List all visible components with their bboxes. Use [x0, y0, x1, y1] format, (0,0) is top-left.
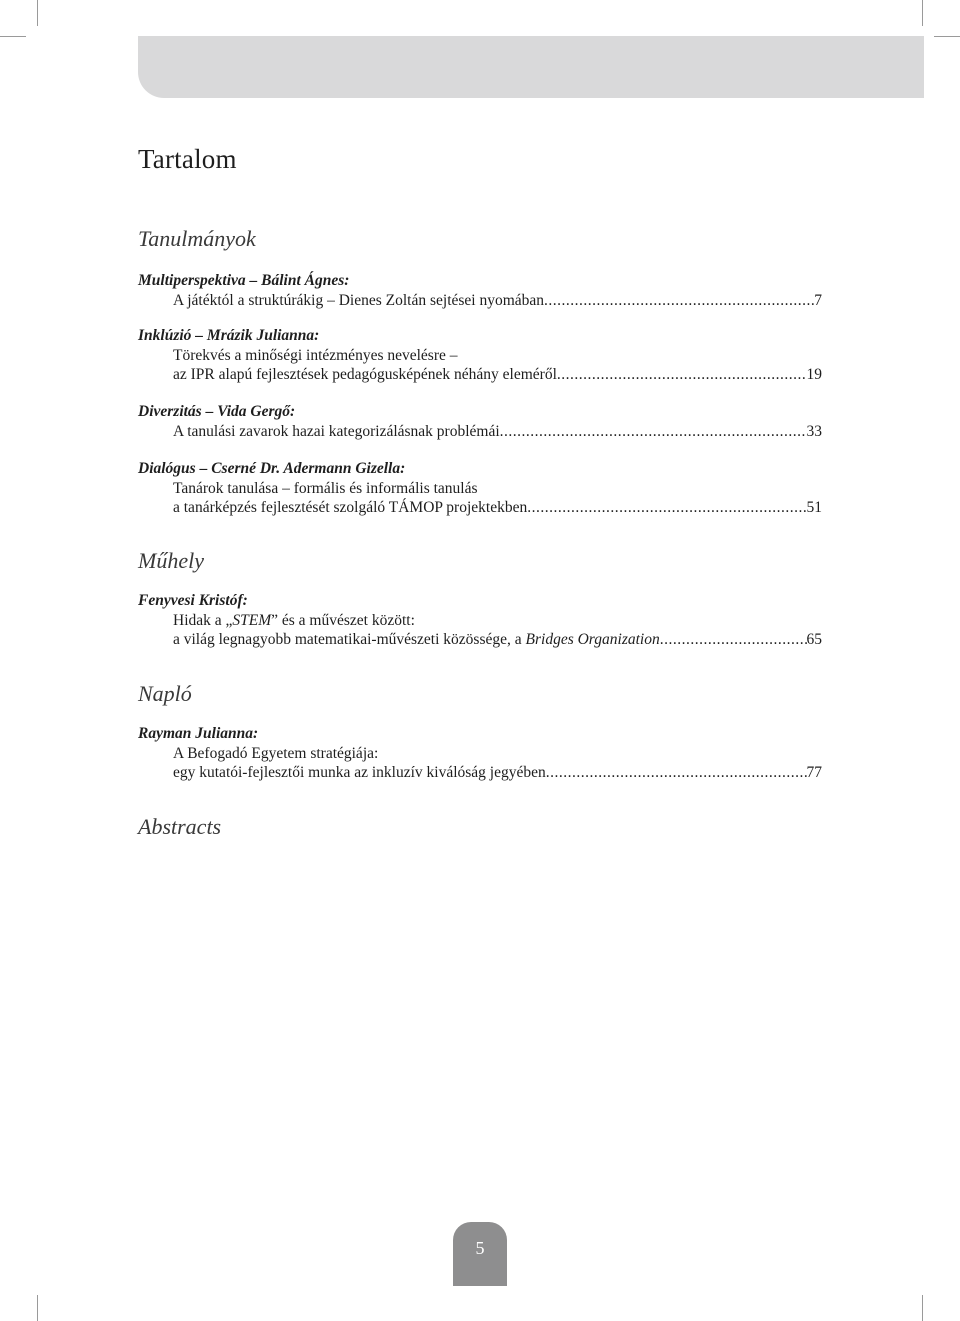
entry-title: a tanárképzés fejlesztését szolgáló TÁMOP projektekben: [173, 499, 528, 516]
entry-title: [173, 630, 660, 650]
entry-title-em: Bridges Organization: [525, 631, 660, 648]
entry-title-line: [138, 291, 822, 311]
entry-page-number: 19: [806, 366, 822, 383]
crop-mark-top-right-h: [934, 36, 960, 37]
entry-title-em: STEM: [232, 611, 272, 629]
page-number: 5: [475, 1238, 485, 1258]
toc-entry[interactable]: [138, 459, 822, 518]
leader-dots: [557, 365, 807, 385]
toc-entry[interactable]: [138, 326, 822, 385]
entry-title-line: [138, 498, 822, 518]
toc-entry[interactable]: [138, 402, 822, 441]
entry-page-number: 65: [806, 631, 822, 648]
leader-dots: [660, 630, 807, 650]
entry-author: Rayman Julianna:: [138, 725, 259, 742]
entry-page-number: 7: [814, 291, 822, 309]
entry-title-line: [138, 611, 822, 631]
crop-mark-bottom-right: [922, 1295, 923, 1321]
section-heading-abstracts[interactable]: Abstracts: [138, 814, 222, 839]
entry-page-number: 77: [806, 764, 822, 781]
entry-title-pre: Hidak a „: [173, 611, 233, 629]
leader-dots: [544, 291, 814, 311]
entry-title: Törekvés a minőségi intézményes nevelésre –: [173, 346, 458, 364]
header-band: [138, 36, 924, 98]
entry-author: Inklúzió – Mrázik Julianna:: [138, 327, 320, 344]
page-number-tab: [453, 1222, 507, 1286]
leader-dots: [546, 763, 807, 783]
entry-author: Multiperspektiva – Bálint Ágnes:: [138, 272, 350, 289]
entry-title-line: [138, 630, 822, 650]
entry-title-line: [138, 422, 822, 442]
entry-page-number: 33: [806, 422, 822, 440]
entry-author: Diverzitás – Vida Gergő:: [138, 403, 296, 420]
entry-page-number: 51: [806, 499, 822, 516]
section-heading-muhely: Műhely: [138, 548, 204, 573]
crop-mark-bottom-left: [37, 1295, 38, 1321]
entry-title: A játéktól a struktúrákig – Dienes Zoltán sejtései nyomában: [173, 291, 545, 309]
toc-entry[interactable]: [138, 271, 822, 310]
toc-entry[interactable]: [138, 591, 822, 650]
entry-title-post: ” és a művészet között:: [271, 611, 415, 629]
entry-title: az IPR alapú fejlesztések pedagógusképének néhány eleméről: [173, 366, 557, 383]
entry-title-pre: a világ legnagyobb matematikai-művészeti közössége, a: [173, 631, 526, 648]
page-title: Tartalom: [138, 144, 237, 174]
entry-title-line: [138, 365, 822, 385]
crop-mark-top-right: [922, 0, 923, 26]
entry-title: Tanárok tanulása – formális és informális tanulás: [173, 479, 478, 497]
section-heading-tanulmanyok: Tanulmányok: [138, 226, 256, 251]
entry-title: egy kutatói-fejlesztői munka az inkluzív kiválóság jegyében: [173, 764, 546, 781]
entry-author: Fenyvesi Kristóf:: [138, 592, 248, 609]
entry-title-line: [138, 763, 822, 783]
entry-author: Dialógus – Cserné Dr. Adermann Gizella:: [138, 460, 406, 477]
crop-mark-top-left: [37, 0, 38, 26]
crop-mark-top-left-h: [0, 36, 26, 37]
section-heading-naplo: Napló: [138, 681, 192, 706]
entry-title: A tanulási zavarok hazai kategorizálásnak problémái: [173, 422, 500, 440]
leader-dots: [500, 422, 807, 442]
entry-title: A Befogadó Egyetem stratégiája:: [173, 744, 379, 762]
leader-dots: [527, 498, 806, 518]
toc-entry[interactable]: [138, 724, 822, 783]
